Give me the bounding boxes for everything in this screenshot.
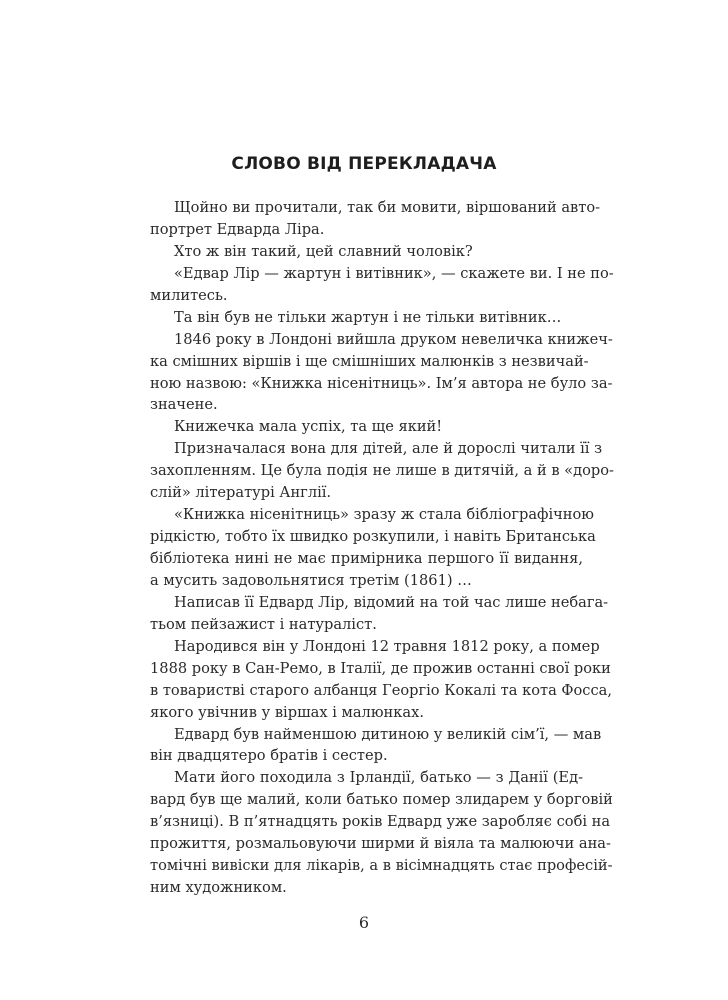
paragraph bbox=[150, 241, 583, 263]
paragraph bbox=[150, 767, 613, 899]
text-line: ною назвою: «Книжка нісенітниць». Ім’я автора не було за- bbox=[150, 374, 613, 392]
text-line: якого увічнив у віршах і малюнках. bbox=[150, 703, 424, 721]
page-number: 6 bbox=[358, 913, 370, 932]
text-line: ка смішних віршів і ще смішніших малюнків з незвичай- bbox=[150, 352, 589, 370]
text-line: Книжечка мала успіх, та ще який! bbox=[174, 418, 443, 436]
text-line: рідкістю, тобто їх швидко розкупили, і навіть Британська bbox=[150, 528, 596, 546]
text-line: Та він був не тільки жартун і не тільки витівник… bbox=[174, 308, 562, 326]
paragraph bbox=[150, 438, 614, 504]
text-line: Написав її Едвард Лір, відомий на той час лише небага- bbox=[174, 593, 609, 611]
text-line: в товаристві старого албанця Георгіо Кокалі та кота Фосса, bbox=[150, 681, 612, 699]
text-line: слій» літературі Англії. bbox=[150, 484, 332, 502]
paragraph bbox=[150, 197, 601, 241]
paragraph bbox=[150, 416, 583, 438]
text-line: «Едвар Лір — жартун і витівник», — скажете ви. І не по- bbox=[174, 264, 614, 282]
text-line: Народився він у Лондоні 12 травня 1812 року, а помер bbox=[174, 637, 600, 655]
text-line: милитесь. bbox=[150, 286, 228, 304]
text-line: портрет Едварда Ліра. bbox=[150, 220, 325, 238]
paragraph bbox=[150, 724, 602, 768]
text-line: бібліотека нині не має примірника першого її видання, bbox=[150, 550, 583, 567]
text-line: Мати його походила з Ірландії, батько — з Данії (Ед- bbox=[174, 769, 583, 787]
text-line: він двадцятеро братів і сестер. bbox=[150, 747, 388, 765]
paragraph bbox=[150, 329, 613, 417]
page-title: СЛОВО ВІД ПЕРЕКЛАДАЧА bbox=[231, 154, 497, 174]
text-line: прожиття, розмальовуючи ширми й віяла та малюючи ана- bbox=[150, 835, 611, 853]
text-line: тьом пейзажист і натураліст. bbox=[150, 615, 377, 633]
paragraph bbox=[150, 307, 583, 329]
paragraph bbox=[150, 592, 609, 636]
text-line: Хто ж він такий, цей славний чоловік? bbox=[174, 242, 473, 260]
text-line: Щойно ви прочитали, так би мовити, віршований авто- bbox=[174, 199, 601, 216]
text-line: ним художником. bbox=[150, 879, 287, 897]
text-line: Едвард був найменшою дитиною у великій сім’ї, — мав bbox=[174, 725, 602, 743]
paragraph bbox=[150, 504, 596, 592]
text-line: Призначалася вона для дітей, але й дорослі читали її з bbox=[174, 440, 603, 458]
text-line: а мусить задовольнятися третім (1861) … bbox=[150, 571, 472, 589]
text-line: 1888 року в Сан-Ремо, в Італії, де прожив останні свої роки bbox=[150, 659, 611, 677]
paragraph bbox=[150, 636, 612, 724]
paragraph bbox=[150, 263, 614, 307]
body-text bbox=[150, 197, 614, 899]
text-line: значене. bbox=[150, 396, 218, 414]
text-line: 1846 року в Лондоні вийшла друком невеличка книжеч- bbox=[174, 330, 613, 348]
text-line: захопленням. Це була подія не лише в дитячій, а й в «доро- bbox=[150, 462, 614, 480]
text-line: «Книжка нісенітниць» зразу ж стала бібліографічною bbox=[174, 506, 595, 524]
text-line: томічні вивіски для лікарів, а в вісімнадцять стає професій- bbox=[150, 857, 613, 875]
text-line: вард був ще малий, коли батько помер злидарем у борговій bbox=[150, 791, 613, 809]
text-line: в’язниці). В п’ятнадцять років Едвард уже заробляє собі на bbox=[150, 813, 611, 831]
